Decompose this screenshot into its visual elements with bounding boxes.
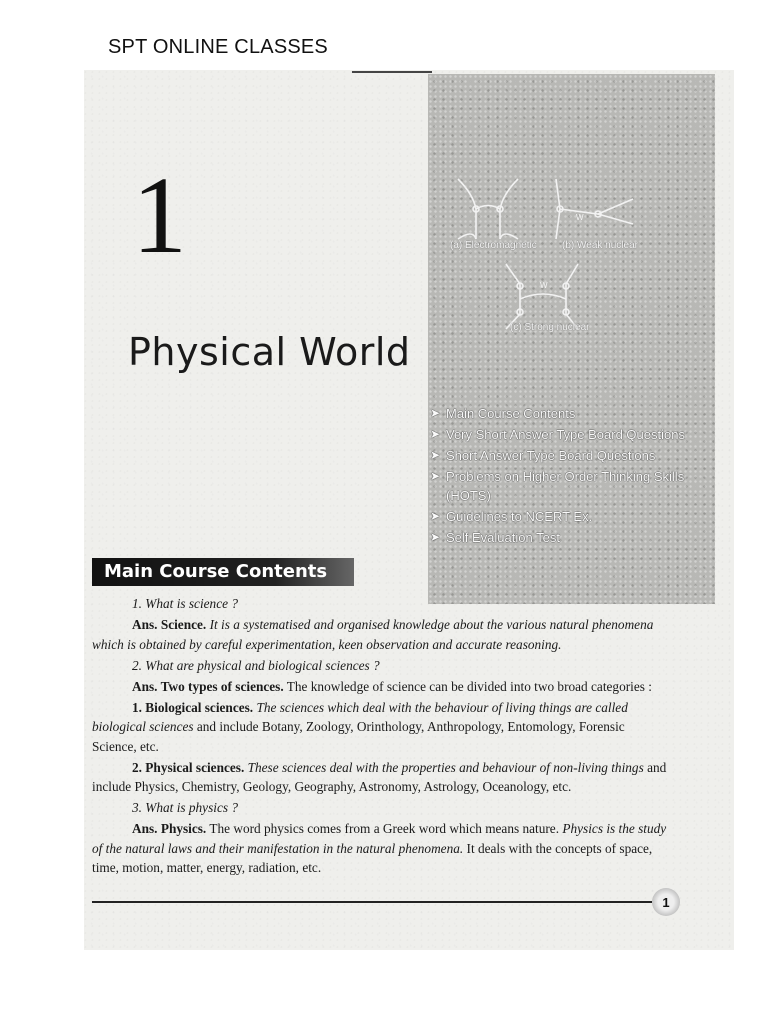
physical-sciences: 2. Physical sciences. These sciences deal with the properties and behaviour of non-living things and include Physics, Chemistry, Geology, Geography, Astronomy, Astrology, Oceanology, etc.: [92, 759, 667, 794]
diagram-weak: [556, 179, 633, 239]
chapter-number: 1: [132, 154, 187, 276]
biological-sciences: 1. Biological sciences. The sciences which deal with the behaviour of living things are called biological sciences and include Botany, Zoology, Orinthology, Anthropology, Entomology, Forensic Science, etc.: [92, 699, 628, 754]
answer-3: Ans. Physics. The word physics comes from a Greek word which means nature. Physics is the study of the natural laws and their manifestation in the natural phenomena. It deals with the concepts of space, time, motion, matter, energy, radiation, etc.: [92, 821, 667, 875]
chapter-contents-list: [428, 404, 715, 549]
section-heading: Main Course Contents: [104, 561, 328, 582]
section-banner: [92, 558, 354, 586]
chapter-title: Physical World: [128, 330, 411, 374]
diagram-strong: [506, 264, 578, 329]
contents-item: ➤ Very Short Answer Type Board Questions: [430, 427, 685, 442]
arrow-icon: ➤: [430, 448, 441, 462]
arrow-icon: ➤: [430, 427, 441, 441]
arrow-icon: ➤: [430, 406, 441, 420]
contents-item: ➤ Problems on Higher Order Thinking Skills (HOTS): [430, 469, 685, 503]
body-text: [92, 594, 672, 879]
force-diagrams: [428, 74, 715, 344]
question-3: 3. What is physics ?: [132, 800, 238, 815]
page-number: 1: [652, 888, 680, 916]
top-rule: [352, 71, 432, 73]
page-header: SPT ONLINE CLASSES: [108, 36, 328, 58]
diagram-label-c: (c) Strong nuclear: [510, 322, 590, 333]
arrow-icon: ➤: [430, 530, 441, 544]
question-1: 1. What is science ?: [132, 596, 238, 611]
diagram-electromagnetic: [458, 179, 518, 239]
contents-item: ➤ Self Evaluation Test: [430, 530, 560, 545]
diagram-mark-w: W: [576, 213, 584, 222]
arrow-icon: ➤: [430, 469, 441, 483]
answer-2: Ans. Two types of sciences. The knowledge of science can be divided into two broad categories :: [132, 678, 652, 694]
contents-item: ➤ Main Course Contents: [430, 406, 576, 421]
answer-1: Ans. Science. It is a systematised and organised knowledge about the various natural phenomena which is obtained by careful experimentation, keen observation and accurate reasoning.: [92, 617, 654, 652]
question-2: 2. What are physical and biological sciences ?: [132, 657, 380, 673]
side-panel: [428, 74, 715, 604]
footer-rule: [92, 901, 652, 903]
arrow-icon: ➤: [430, 509, 441, 523]
contents-item: ➤ Guidelines to NCERT Ex.: [430, 509, 593, 524]
diagram-mark-w2: W: [540, 281, 548, 290]
diagram-label-b: (b) Weak nuclear: [562, 240, 638, 251]
diagram-label-a: (a) Electromagnetic: [450, 240, 537, 251]
contents-item: ➤ Short Answer Type Board Questions: [430, 448, 656, 463]
